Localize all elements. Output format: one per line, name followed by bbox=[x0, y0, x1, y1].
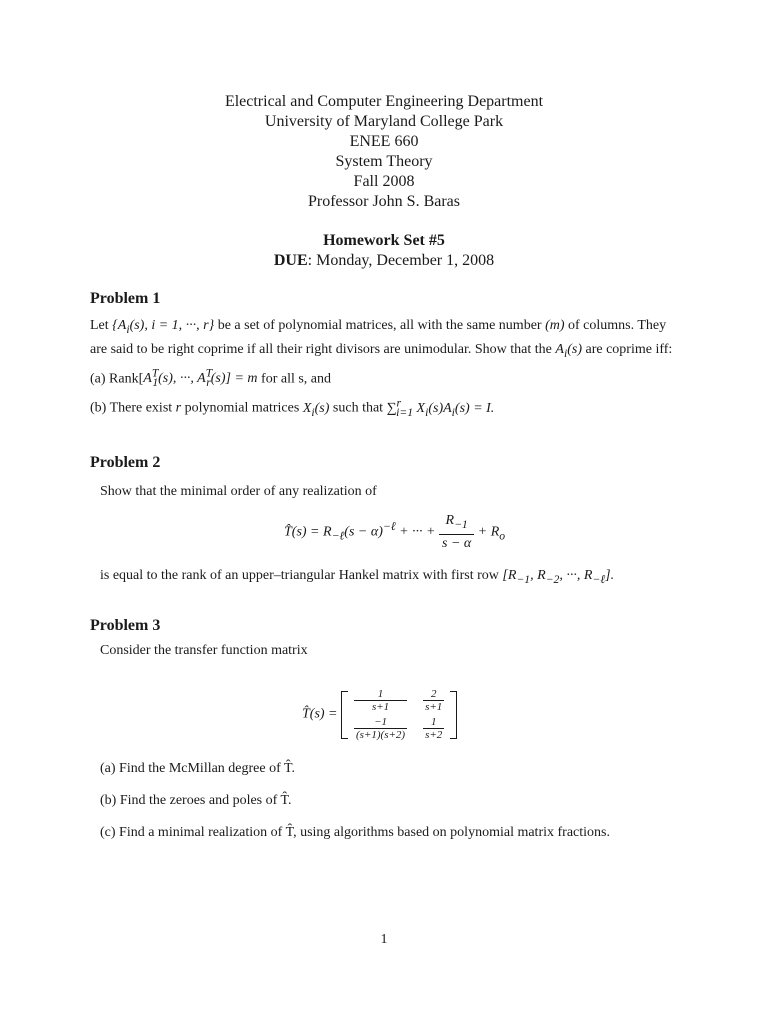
problem-3-intro: Consider the transfer function matrix bbox=[100, 643, 308, 658]
p2-eq-fraction bbox=[439, 512, 474, 553]
term-line: Fall 2008 bbox=[353, 173, 415, 190]
p2-eq-sub1: −ℓ bbox=[331, 529, 345, 543]
p2-row-sub3: −ℓ bbox=[592, 572, 606, 586]
problem-3-part-b: (b) Find the zeroes and poles of T̂. bbox=[100, 793, 292, 808]
problem-3-part-a: (a) Find the McMillan degree of T̂. bbox=[100, 761, 296, 776]
p1-set bbox=[112, 318, 215, 336]
p1-b-such: such that bbox=[329, 400, 387, 416]
university-line: University of Maryland College Park bbox=[264, 113, 504, 130]
p1-b-x-rest: (s) bbox=[314, 400, 330, 416]
p2-eq-sup: −ℓ bbox=[382, 519, 396, 533]
p2-row: [R bbox=[502, 568, 517, 583]
p1-b-eq3: (s) = I. bbox=[454, 400, 495, 416]
p1-b-x: X bbox=[302, 400, 312, 416]
p2-eq-tail-sub: o bbox=[499, 529, 506, 543]
problem-2-heading: Problem 2 bbox=[90, 454, 161, 471]
matrix-cell-21 bbox=[354, 716, 407, 741]
p2-frac-num-sub: −1 bbox=[454, 517, 468, 531]
m22-num: 1 bbox=[423, 716, 444, 729]
p1-text-2: be a set of polynomial matrices, all with the same number bbox=[214, 318, 546, 333]
p1-a-tail: for all s, and bbox=[257, 371, 332, 387]
p1-a-sup1: T bbox=[151, 366, 159, 380]
p2-row-mid2: , ···, R bbox=[559, 568, 593, 583]
homework-block bbox=[0, 231, 768, 271]
m11-num: 1 bbox=[354, 688, 407, 701]
p2-row-end: ]. bbox=[605, 568, 615, 583]
transfer-matrix bbox=[348, 688, 450, 741]
course-title-line: System Theory bbox=[335, 153, 433, 170]
problem-3-part-c: (c) Find a minimal realization of T̂, using algorithms based on polynomial matrix fractions. bbox=[100, 825, 610, 840]
page-number: 1 bbox=[380, 932, 388, 947]
p1-part-a bbox=[90, 366, 332, 390]
p2-eq-mid: (s − α) bbox=[344, 524, 383, 540]
p2-row-sub1: −1 bbox=[516, 572, 531, 586]
p1-text-1: Let bbox=[90, 318, 113, 333]
p1-b-sum: ∑ bbox=[386, 400, 397, 416]
p1-a-expr3: (s)] = m bbox=[210, 371, 258, 387]
problem-2-text bbox=[100, 566, 700, 590]
department-line: Electrical and Computer Engineering Department bbox=[224, 93, 544, 110]
p1-ai-a: A bbox=[555, 341, 564, 357]
p1-b-eq-sub1: i bbox=[425, 405, 429, 419]
p1-set-sub: i bbox=[126, 322, 130, 336]
p1-b-label: (b) There exist bbox=[90, 400, 176, 416]
professor-line: Professor John S. Baras bbox=[308, 193, 460, 210]
p1-ai-rest: (s) bbox=[567, 341, 582, 357]
p3-lhs: T̂(s) = bbox=[302, 706, 338, 722]
m22-den: s+2 bbox=[425, 729, 443, 741]
m21-den: (s+1)(s+2) bbox=[356, 729, 406, 741]
due-value: : Monday, December 1, 2008 bbox=[307, 252, 495, 269]
p1-b-sum-sup: r bbox=[396, 396, 402, 410]
m11-den: s+1 bbox=[371, 701, 390, 713]
due-date bbox=[0, 251, 768, 271]
p1-b-r: r bbox=[175, 400, 182, 416]
problem-2-equation bbox=[284, 512, 505, 553]
p1-set-rest: (s), i = 1, ···, r} bbox=[129, 318, 215, 333]
p1-b-sum-sub: i=1 bbox=[396, 405, 414, 419]
p2-frac-num: R bbox=[445, 513, 455, 528]
homework-title: Homework Set #5 bbox=[323, 232, 445, 249]
p1-a-sub1: 1 bbox=[152, 376, 159, 390]
document-header bbox=[0, 92, 768, 212]
p1-m: (m) bbox=[545, 318, 565, 333]
p2-text-1: is equal to the rank of an upper–triangular Hankel matrix with first row bbox=[100, 568, 503, 583]
p1-b-x-sub: i bbox=[311, 405, 315, 419]
problem-1-heading: Problem 1 bbox=[90, 290, 161, 307]
due-label: DUE bbox=[273, 252, 308, 269]
p1-a-expr1: A bbox=[143, 371, 152, 387]
p1-b-eq-sub2: i bbox=[451, 405, 455, 419]
p1-b-eq: X bbox=[413, 400, 426, 416]
p1-part-b bbox=[90, 396, 495, 419]
matrix-cell-11 bbox=[354, 688, 407, 713]
problem-3-matrix-equation bbox=[302, 688, 457, 741]
p1-b-mid: polynomial matrices bbox=[181, 400, 303, 416]
m12-den: s+1 bbox=[425, 701, 443, 713]
p1-ai-sub: i bbox=[563, 346, 568, 360]
p1-b-eq2: (s)A bbox=[428, 400, 452, 416]
p1-text-4: are coprime iff: bbox=[581, 341, 673, 357]
p1-a-label: (a) Rank[ bbox=[90, 371, 144, 387]
p1-a-sub2: r bbox=[206, 376, 211, 390]
p2-row-sub2: −2 bbox=[545, 572, 560, 586]
matrix-cell-12 bbox=[423, 688, 444, 713]
m12-num: 2 bbox=[423, 688, 444, 701]
p2-eq-tail: + R bbox=[474, 524, 500, 540]
left-bracket bbox=[341, 691, 348, 739]
p1-ai bbox=[555, 341, 582, 360]
m21-num: −1 bbox=[354, 716, 407, 729]
matrix-cell-22 bbox=[423, 716, 444, 741]
course-code-line: ENEE 660 bbox=[349, 133, 419, 150]
p1-a-sup2: T bbox=[205, 366, 213, 380]
p2-eq-dots: + ··· + bbox=[395, 524, 440, 540]
p1-set-a: {A bbox=[112, 318, 127, 333]
problem-2-intro: Show that the minimal order of any realization of bbox=[100, 484, 377, 499]
p2-frac-den: s − α bbox=[442, 535, 472, 551]
p2-row-mid: , R bbox=[530, 568, 546, 583]
right-bracket bbox=[450, 691, 457, 739]
problem-1-text bbox=[90, 316, 680, 423]
p2-eq-left: T̂(s) = R bbox=[284, 524, 332, 540]
p1-a-expr2: (s), ···, A bbox=[158, 371, 206, 387]
p1-text-3: of columns. They are said to be right coprime if all their right divisors are unimodular. Show that the bbox=[90, 318, 667, 357]
problem-3-heading: Problem 3 bbox=[90, 617, 161, 634]
